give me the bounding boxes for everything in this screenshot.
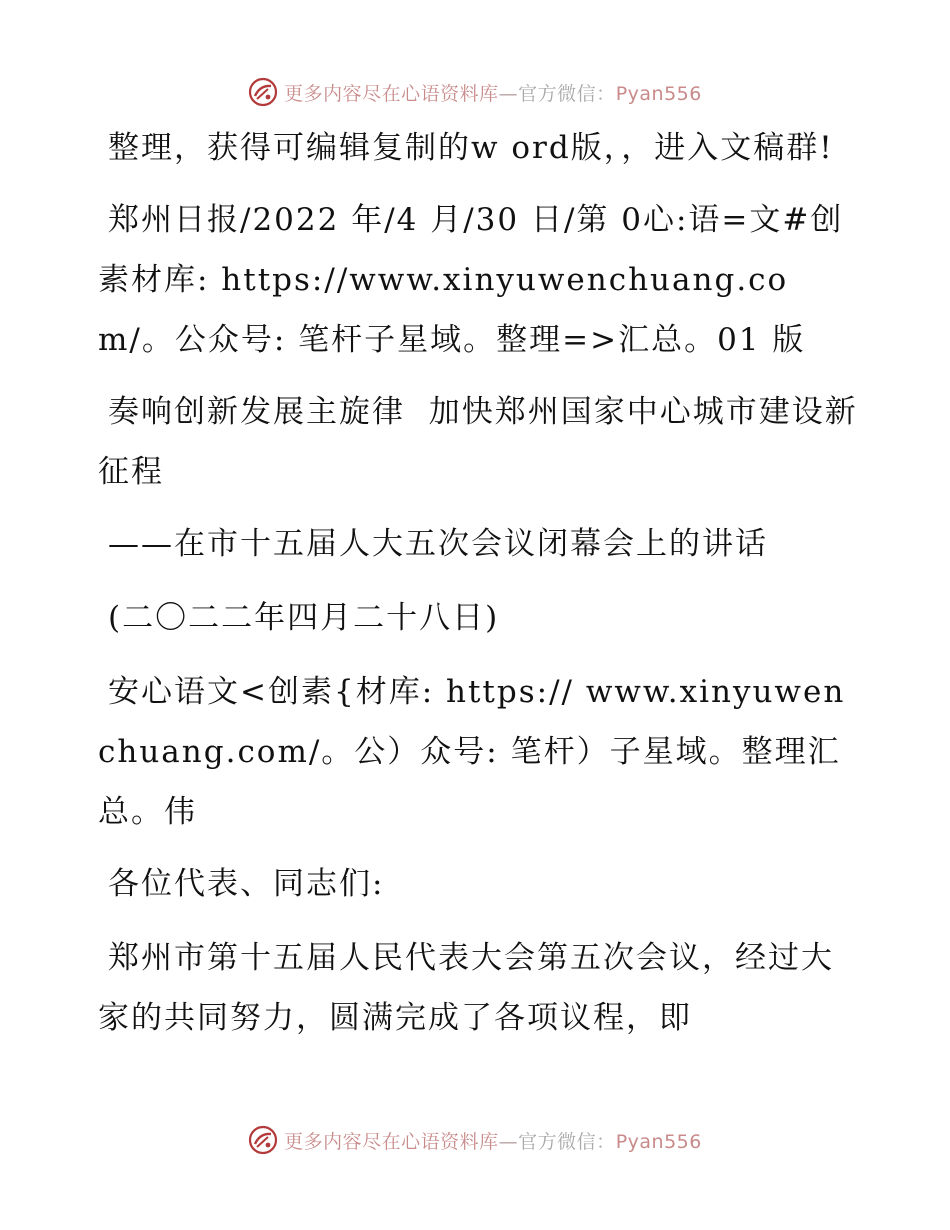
watermark-id: Pyan556 (615, 82, 702, 105)
footer-watermark (0, 1120, 950, 1160)
paragraph-source: 郑州日报/2022 年/4 月/30 日/第 0心:语=文#创素材库: https://www.xinyuwenchuang.com/。公众号: 笔杆子星域。整理=>汇总。01 版 (98, 202, 844, 358)
paragraph-intro: 整理，获得可编辑复制的w ord版，，进入文稿群! (108, 130, 834, 166)
watermark-text: 更多内容尽在心语资料库 (284, 1130, 499, 1153)
document-body (98, 118, 858, 1060)
watermark-id: Pyan556 (615, 1130, 702, 1153)
article-subtitle: ——在市十五届人大五次会议闭幕会上的讲话 (108, 526, 768, 562)
watermark-label: 官方微信： (518, 82, 616, 105)
header-watermark (0, 72, 950, 112)
watermark-separator: — (498, 1130, 519, 1153)
article-title: 奏响创新发展主旋律 加快郑州国家中心城市建设新征程 (98, 394, 858, 490)
watermark-label: 官方微信： (518, 1130, 616, 1153)
paragraph-body: 郑州市第十五届人民代表大会第五次会议，经过大家的共同努力，圆满完成了各项议程，即 (98, 940, 834, 1036)
article-date: (二〇二二年四月二十八日) (108, 600, 500, 636)
paragraph-source-note: 安心语文<创素{材库: https:// www.xinyuwenchuang.com/。公）众号: 笔杆）子星域。整理汇总。伟 (98, 674, 846, 830)
red-seal-logo-icon (248, 1125, 278, 1155)
watermark-text: 更多内容尽在心语资料库 (284, 82, 499, 105)
salutation: 各位代表、同志们: (108, 866, 385, 902)
red-seal-logo-icon (248, 77, 278, 107)
watermark-separator: — (498, 82, 519, 105)
